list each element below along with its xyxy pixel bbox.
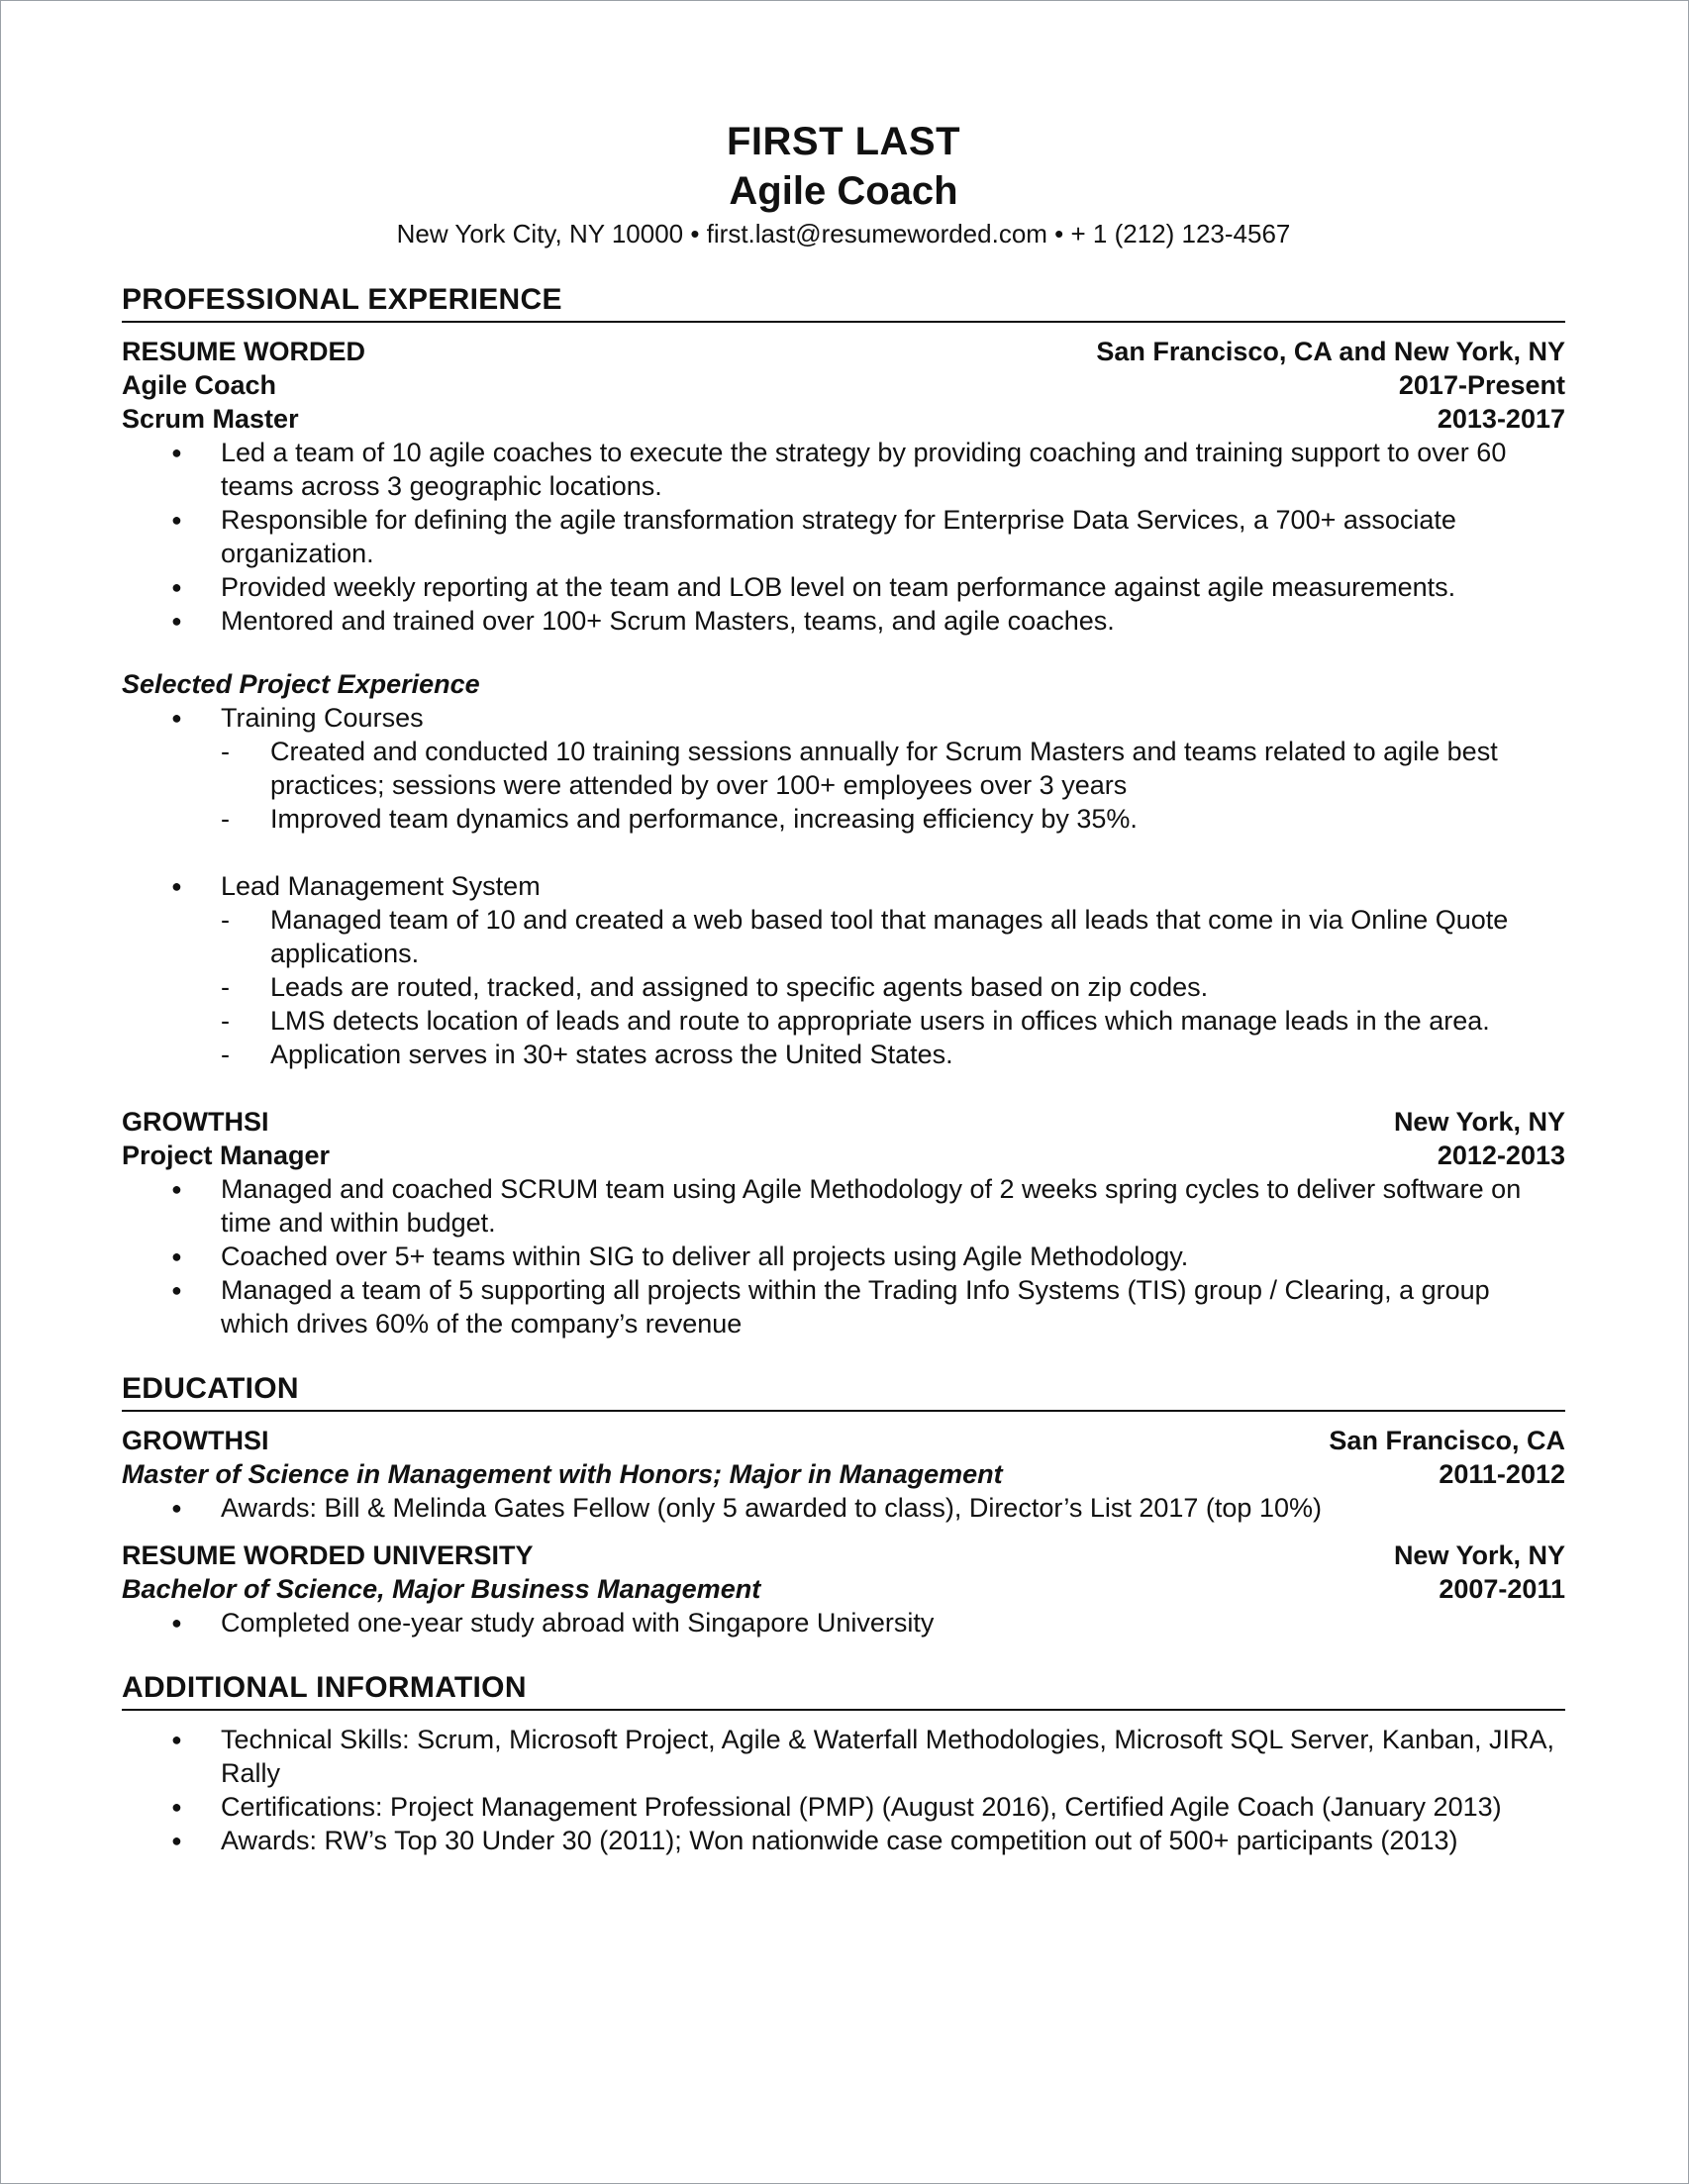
job-bullets: [122, 436, 1565, 638]
company-name: RESUME WORDED: [122, 337, 366, 366]
role-title: Scrum Master: [122, 404, 299, 434]
school-name: RESUME WORDED UNIVERSITY: [122, 1540, 534, 1570]
school-bullets: [122, 1491, 1565, 1525]
projects-subheading: Selected Project Experience: [122, 669, 480, 699]
role-title: Project Manager: [122, 1141, 331, 1170]
degree-row: [122, 1572, 1565, 1606]
bullet-item: ● Certifications: Project Management Professional (PMP) (August 2016), Certified Agile Coach (January 2013): [122, 1790, 1565, 1824]
bullet-item: ● Coached over 5+ teams within SIG to deliver all projects using Agile Methodology.: [122, 1240, 1565, 1273]
dash-item: - Created and conducted 10 training sessions annually for Scrum Masters and teams related to agile best practices; sessions were attended by over 100+ employees over 3 years: [122, 735, 1565, 802]
dash-item: - Managed team of 10 and created a web based tool that manages all leads that come in via Online Quote applications.: [122, 903, 1565, 970]
section-title-additional: ADDITIONAL INFORMATION: [122, 1669, 1565, 1711]
school-header-row: [122, 1539, 1565, 1572]
school-entry: [122, 1539, 1565, 1639]
contact-line: New York City, NY 10000 • first.last@resumeworded.com • + 1 (212) 123-4567: [396, 219, 1291, 248]
school-name: GROWTHSI: [122, 1426, 269, 1455]
bullet-item: ● Awards: RW’s Top 30 Under 30 (2011); Won nationwide case competition out of 500+ participants (2013): [122, 1824, 1565, 1857]
role-row: [122, 402, 1565, 436]
project-details: [122, 903, 1565, 1071]
candidate-name: FIRST LAST: [726, 120, 961, 163]
bullet-item: ● Awards: Bill & Melinda Gates Fellow (only 5 awarded to class), Director’s List 2017 (top 10%): [122, 1491, 1565, 1525]
bullet-item: ● Responsible for defining the agile transformation strategy for Enterprise Data Services, a 700+ associate organization.: [122, 503, 1565, 570]
job-bullets: [122, 1172, 1565, 1340]
school-entry: [122, 1424, 1565, 1525]
education-section: [122, 1370, 1565, 1639]
role-dates: 2012-2013: [1437, 1141, 1565, 1170]
project-details: [122, 735, 1565, 836]
bullet-item: ● Technical Skills: Scrum, Microsoft Project, Agile & Waterfall Methodologies, Microsoft SQL Server, Kanban, JIRA, Rally: [122, 1723, 1565, 1790]
job-header-row: [122, 335, 1565, 368]
job-resume-worded: [122, 335, 1565, 1071]
section-title-education: EDUCATION: [122, 1370, 1565, 1412]
degree-row: [122, 1457, 1565, 1491]
job-location: New York, NY: [1393, 1107, 1565, 1137]
school-bullets: [122, 1606, 1565, 1639]
role-dates: 2013-2017: [1437, 404, 1565, 434]
experience-section: [122, 281, 1565, 1340]
dash-item: - Improved team dynamics and performance, increasing efficiency by 35%.: [122, 802, 1565, 836]
bullet-item: ● Provided weekly reporting at the team and LOB level on team performance against agile measurements.: [122, 570, 1565, 604]
school-location: New York, NY: [1393, 1540, 1565, 1570]
bullet-item: ● Mentored and trained over 100+ Scrum Masters, teams, and agile coaches.: [122, 604, 1565, 638]
bullet-item: ● Managed a team of 5 supporting all projects within the Trading Info Systems (TIS) group / Clearing, a group which drives 60% of the company’s revenue: [122, 1273, 1565, 1340]
degree-name: Bachelor of Science, Major Business Management: [122, 1574, 761, 1604]
project-name: ● Lead Management System: [122, 869, 1565, 903]
role-dates: 2017-Present: [1398, 370, 1565, 400]
company-name: GROWTHSI: [122, 1107, 269, 1137]
bullet-item: ● Led a team of 10 agile coaches to execute the strategy by providing coaching and training support to over 60 teams across 3 geographic locations.: [122, 436, 1565, 503]
role-title: Agile Coach: [122, 370, 277, 400]
bullet-item: ● Completed one-year study abroad with Singapore University: [122, 1606, 1565, 1639]
section-title-experience: PROFESSIONAL EXPERIENCE: [122, 281, 1565, 323]
dash-item: - Application serves in 30+ states across the United States.: [122, 1038, 1565, 1071]
degree-dates: 2007-2011: [1439, 1574, 1565, 1604]
bullet-item: ● Managed and coached SCRUM team using Agile Methodology of 2 weeks spring cycles to deliver software on time and within budget.: [122, 1172, 1565, 1240]
school-location: San Francisco, CA: [1329, 1426, 1565, 1455]
dash-item: - Leads are routed, tracked, and assigned to specific agents based on zip codes.: [122, 970, 1565, 1004]
additional-section: [122, 1669, 1565, 1857]
dash-item: - LMS detects location of leads and route to appropriate users in offices which manage leads in the area.: [122, 1004, 1565, 1038]
school-header-row: [122, 1424, 1565, 1457]
candidate-title: Agile Coach: [729, 169, 958, 213]
resume-header: [122, 117, 1565, 251]
project-list: [122, 701, 1565, 735]
role-row: [122, 368, 1565, 402]
job-growthsi: [122, 1105, 1565, 1340]
degree-name: Master of Science in Management with Honors; Major in Management: [122, 1459, 1003, 1489]
job-header-row: [122, 1105, 1565, 1139]
resume-page: [122, 117, 1565, 1857]
job-location: San Francisco, CA and New York, NY: [1096, 337, 1565, 366]
degree-dates: 2011-2012: [1439, 1459, 1565, 1489]
additional-bullets: [122, 1723, 1565, 1857]
project-list: [122, 869, 1565, 903]
project-name: ● Training Courses: [122, 701, 1565, 735]
role-row: [122, 1139, 1565, 1172]
